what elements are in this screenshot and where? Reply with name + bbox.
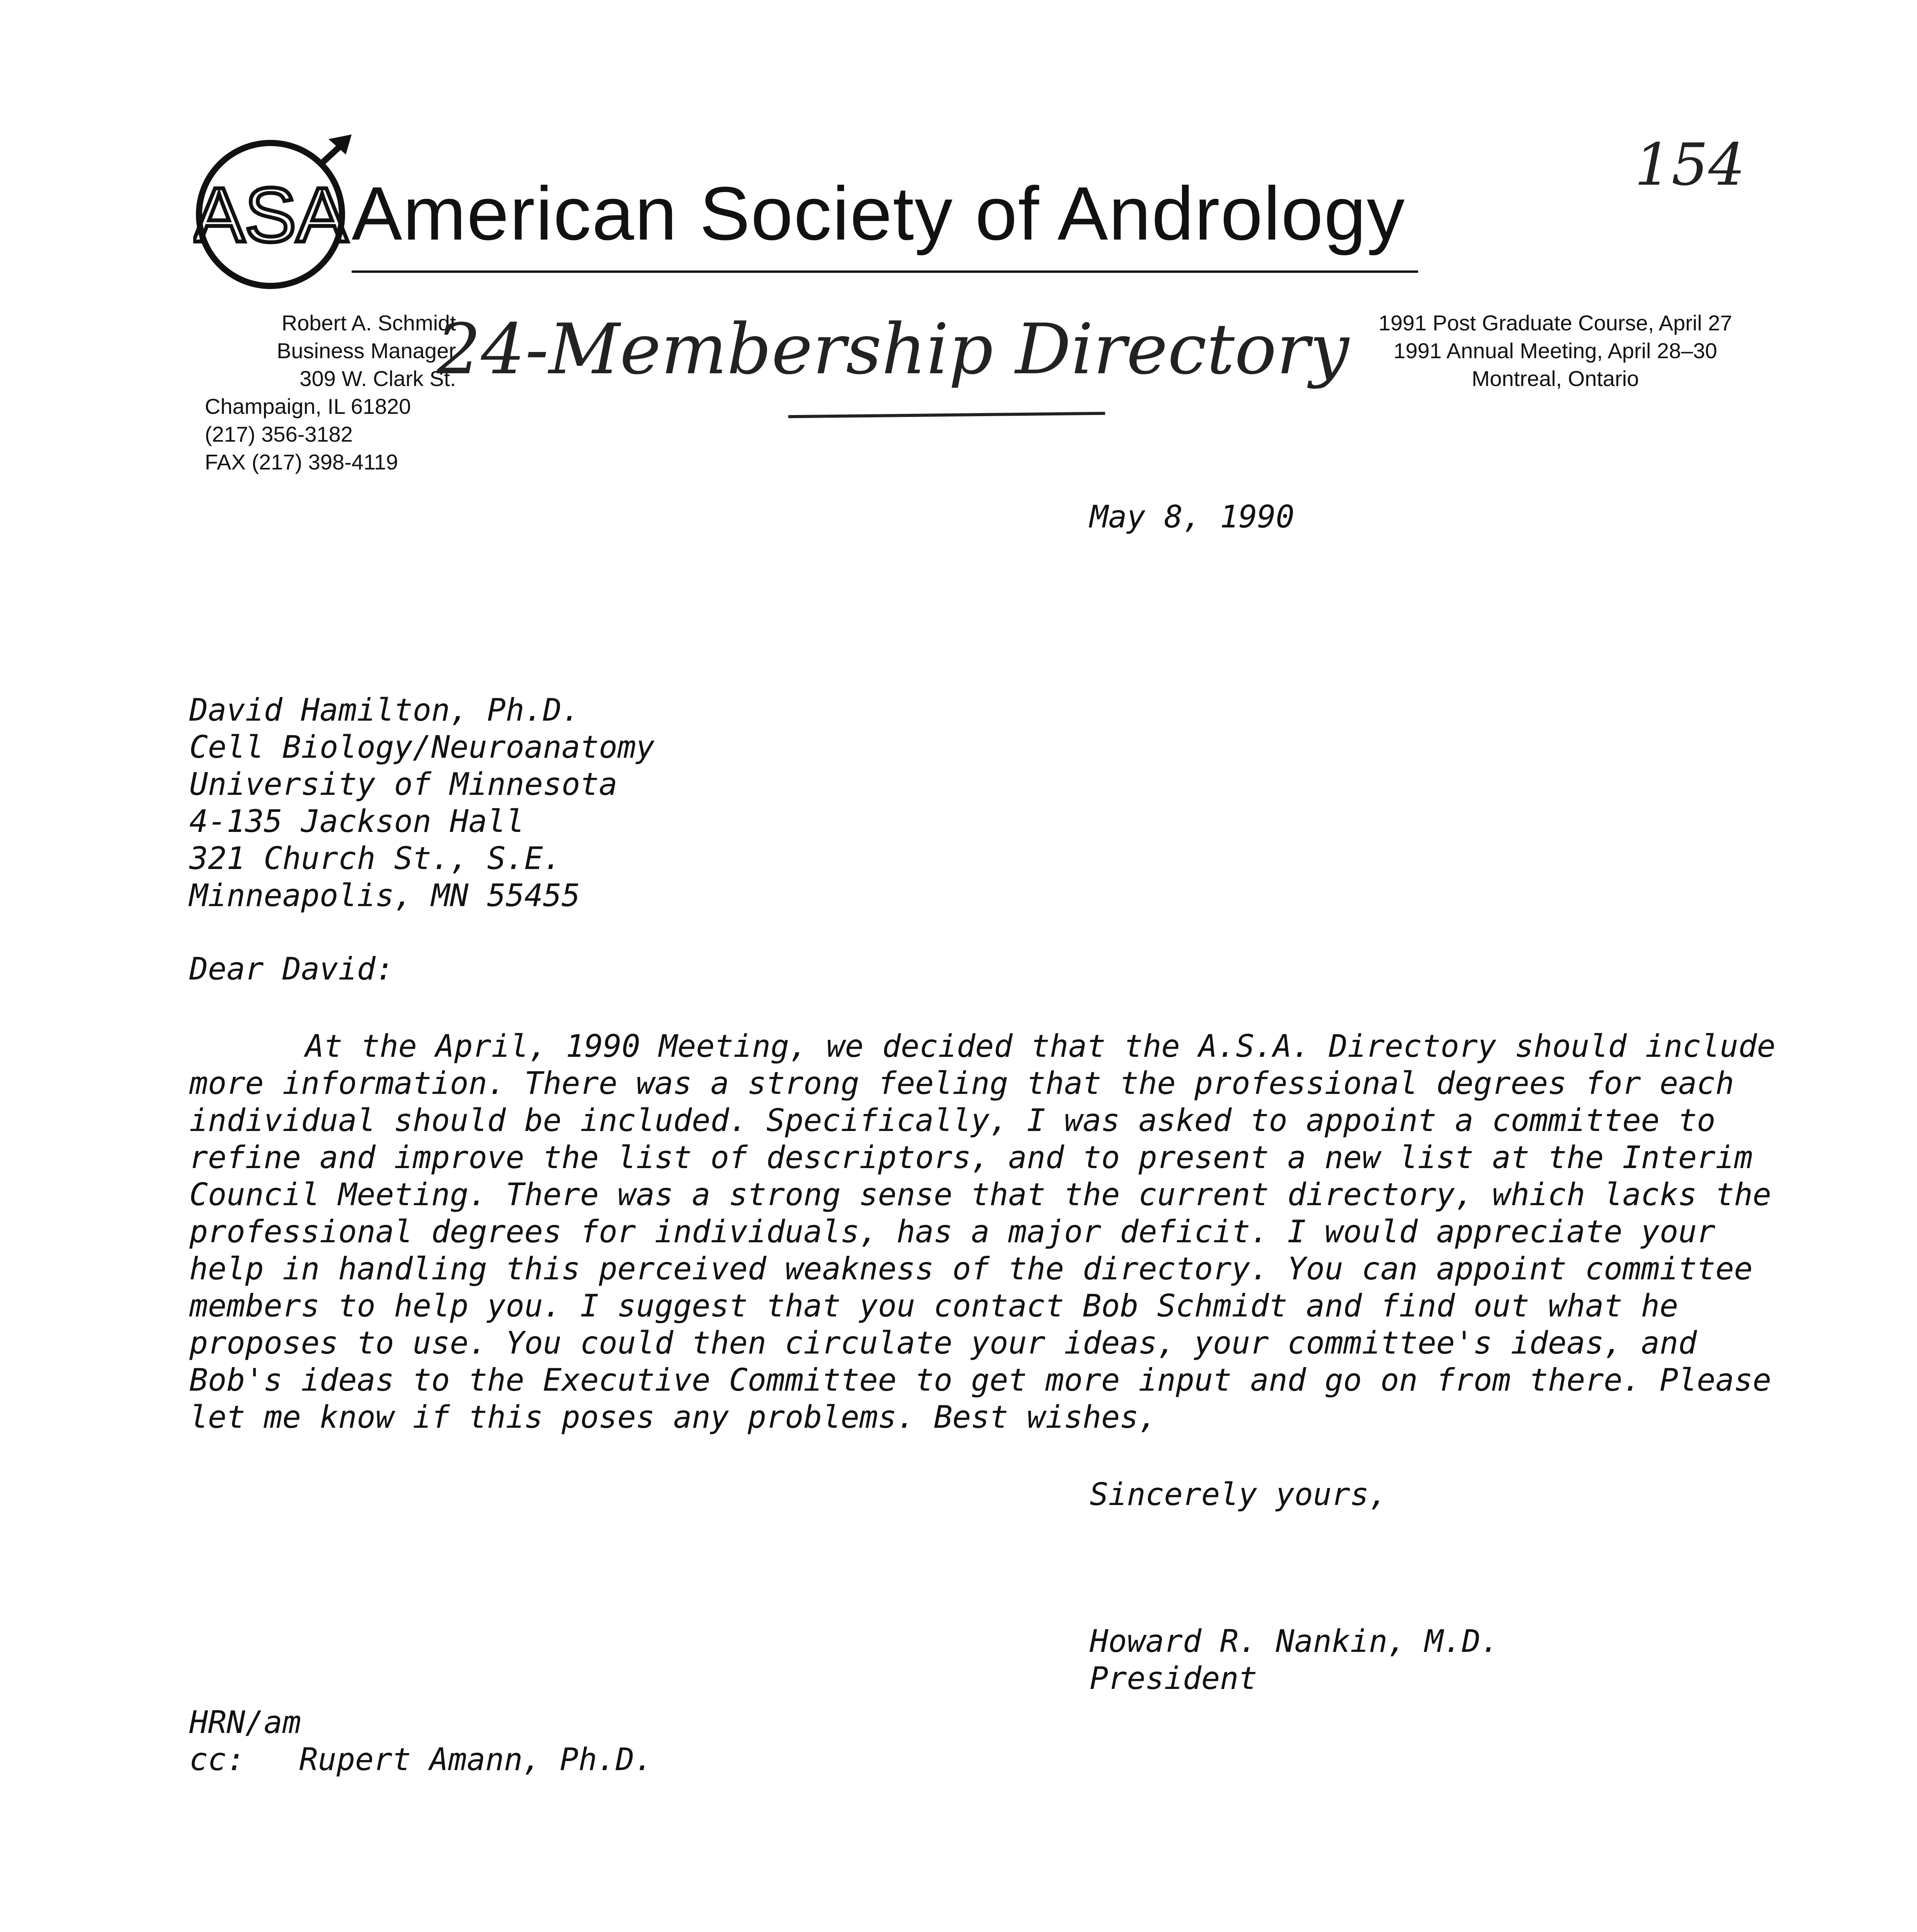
body-line: At the April, 1990 Meeting, we decided that the A.S.A. Directory should include	[305, 1028, 1776, 1064]
meeting-line: 1991 Post Graduate Course, April 27	[1378, 311, 1732, 335]
body-line: more information. There was a strong feeling that the professional degrees for each	[189, 1065, 1734, 1101]
typist-initials: HRN/am	[189, 1704, 301, 1740]
closing: Sincerely yours,	[1090, 1476, 1388, 1512]
handwritten-note: 24-Membership Directory	[437, 309, 1349, 390]
body-line: refine and improve the list of descriptors, and to present a new list at the Interim	[189, 1139, 1753, 1175]
body-line: Bob's ideas to the Executive Committee to get more input and go on from there. Please	[189, 1362, 1771, 1398]
signer-name: Howard R. Nankin, M.D.	[1090, 1623, 1499, 1659]
meeting-info-block	[1314, 309, 1797, 393]
body-line: individual should be included. Specifically, I was asked to appoint a committee to	[189, 1102, 1716, 1138]
recipient-line: Minneapolis, MN 55455	[189, 878, 580, 913]
body-line: help in handling this perceived weakness of the directory. You can appoint committee	[189, 1251, 1753, 1287]
body-line: let me know if this poses any problems. Best wishes,	[189, 1399, 1157, 1435]
sender-street: 309 W. Clark St.	[299, 366, 456, 391]
header-divider	[352, 270, 1418, 273]
meeting-line: 1991 Annual Meeting, April 28–30	[1393, 338, 1717, 363]
svg-text:ASA: ASA	[193, 172, 348, 258]
recipient-line: David Hamilton, Ph.D.	[189, 692, 580, 728]
recipient-line: 321 Church St., S.E.	[189, 840, 562, 876]
recipient-line: Cell Biology/Neuroanatomy	[189, 729, 655, 765]
body-line: Council Meeting. There was a strong sense that the current directory, which lacks the	[189, 1177, 1771, 1213]
cc-label: cc:	[189, 1742, 245, 1777]
body-line: professional degrees for individuals, has a major deficit. I would appreciate your	[189, 1214, 1716, 1250]
recipient-address	[189, 692, 655, 914]
meeting-location: Montreal, Ontario	[1471, 366, 1639, 391]
asa-logo	[193, 131, 356, 294]
handwritten-underline	[788, 412, 1105, 418]
recipient-line: 4-135 Jackson Hall	[189, 803, 524, 839]
body-line: members to help you. I suggest that you contact Bob Schmidt and find out what he	[189, 1288, 1679, 1324]
cc-line	[189, 1741, 653, 1778]
sender-name: Robert A. Schmidt	[281, 311, 456, 335]
sender-city: Champaign, IL 61820	[205, 394, 411, 418]
sender-title: Business Manager	[277, 338, 456, 363]
organization-name: American Society of Andrology	[352, 171, 1406, 256]
signature-block	[1090, 1623, 1499, 1697]
sender-address-block	[205, 309, 456, 476]
sender-fax: FAX (217) 398-4119	[205, 450, 398, 474]
salutation: Dear David:	[189, 951, 394, 987]
signer-title: President	[1090, 1660, 1257, 1696]
sender-phone: (217) 356-3182	[205, 422, 353, 446]
cc-name: Rupert Amann, Ph.D.	[299, 1742, 653, 1777]
handwritten-page-number: 154	[1635, 131, 1745, 199]
letter-body	[189, 1028, 1774, 1436]
recipient-line: University of Minnesota	[189, 766, 617, 802]
letter-date: May 8, 1990	[1090, 499, 1294, 535]
body-line: proposes to use. You could then circulate your ideas, your committee's ideas, and	[189, 1325, 1697, 1361]
